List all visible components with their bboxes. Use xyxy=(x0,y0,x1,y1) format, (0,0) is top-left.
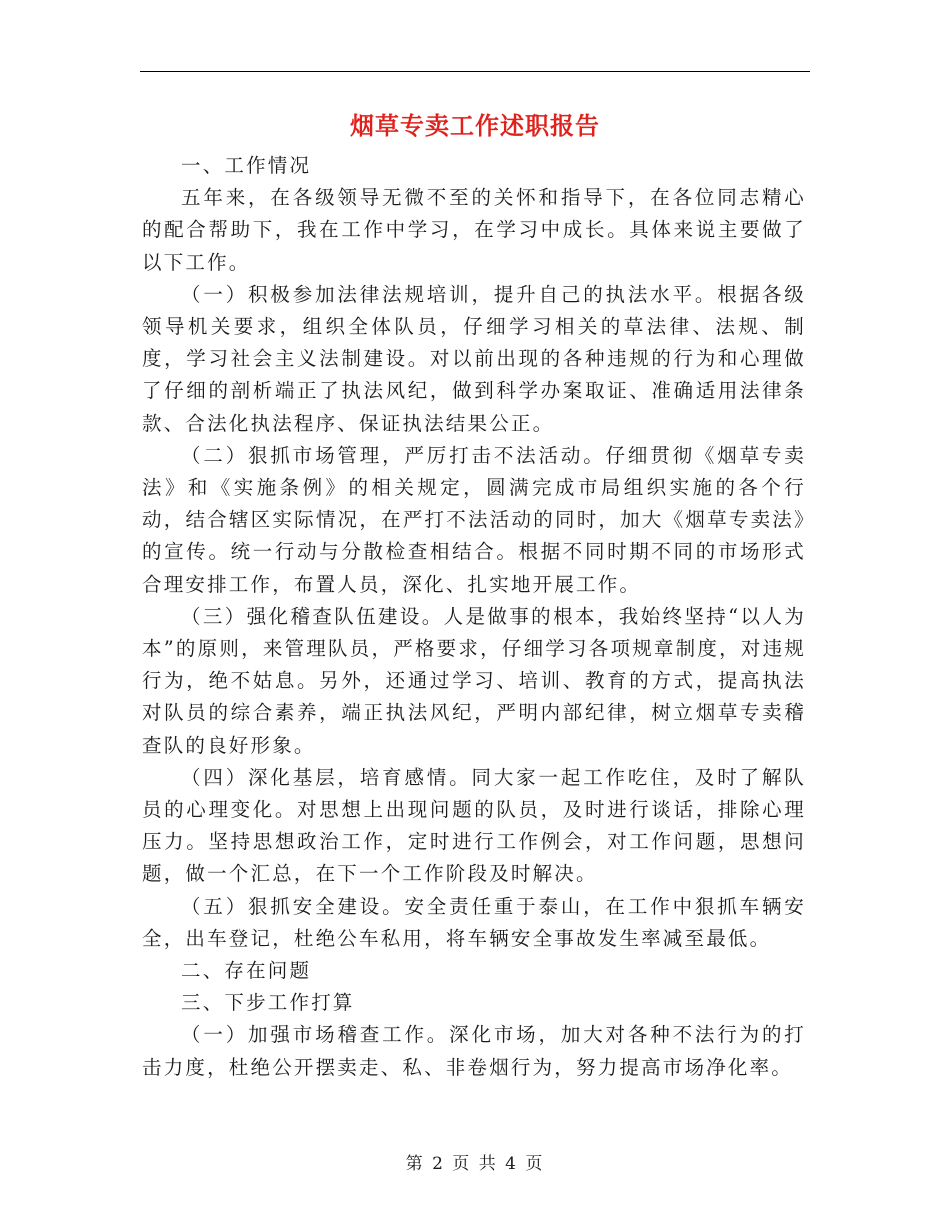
paragraph-item-4: （四）深化基层，培育感情。同大家一起工作吃住，及时了解队员的心理变化。对思想上出现问题的队员，及时进行谈话，排除心理压力。坚持思想政治工作，定时进行工作例会，对工作问题，思想问题，做一个汇总，在下一个工作阶段及时解决。 xyxy=(142,765,806,886)
section-heading-problems: 二、存在问题 xyxy=(181,959,312,983)
section-heading-next-plan: 三、下步工作打算 xyxy=(181,991,355,1015)
paragraph-item-5: （五）狠抓安全建设。安全责任重于泰山，在工作中狠抓车辆安全，出车登记，杜绝公车私用，将车辆安全事故发生率减至最低。 xyxy=(142,894,806,950)
paragraph-item-2: （二）狠抓市场管理，严厉打击不法活动。仔细贯彻《烟草专卖法》和《实施条例》的相关规定，圆满完成市局组织实施的各个行动，结合辖区实际情况，在严打不法活动的同时，加大《烟草专卖法》的宣传。统一行动与分散检查相结合。根据不同时期不同的市场形式合理安排工作，布置人员，深化、扎实地开展工作。 xyxy=(142,443,806,596)
page-number-footer: 第 2 页 共 4 页 xyxy=(405,1154,545,1174)
paragraph-item-3: （三）强化稽查队伍建设。人是做事的根本，我始终坚持“以人为本”的原则，来管理队员，严格要求，仔细学习各项规章制度，对违规行为，绝不姑息。另外，还通过学习、培训、教育的方式，提高执法对队员的综合素养，端正执法风纪，严明内部纪律，树立烟草专卖稽查队的良好形象。 xyxy=(142,604,806,757)
paragraph-intro: 五年来，在各级领导无微不至的关怀和指导下，在各位同志精心的配合帮助下，我在工作中学习，在学习中成长。具体来说主要做了以下工作。 xyxy=(142,186,806,274)
document-title: 烟草专卖工作述职报告 xyxy=(350,111,600,140)
paragraph-plan-1: （一）加强市场稽查工作。深化市场，加大对各种不法行为的打击力度，杜绝公开摆卖走、私、非卷烟行为，努力提高市场净化率。 xyxy=(142,1023,806,1079)
document-body xyxy=(142,150,806,1084)
paragraph-item-1: （一）积极参加法律法规培训，提升自己的执法水平。根据各级领导机关要求，组织全体队员，仔细学习相关的草法律、法规、制度，学习社会主义法制建设。对以前出现的各种违规的行为和心理做了仔细的剖析端正了执法风纪，做到科学办案取证、准确适用法律条款、合法化执法程序、保证执法结果公正。 xyxy=(142,282,806,435)
section-heading-work-status: 一、工作情况 xyxy=(181,154,312,177)
header-rule xyxy=(140,71,810,72)
